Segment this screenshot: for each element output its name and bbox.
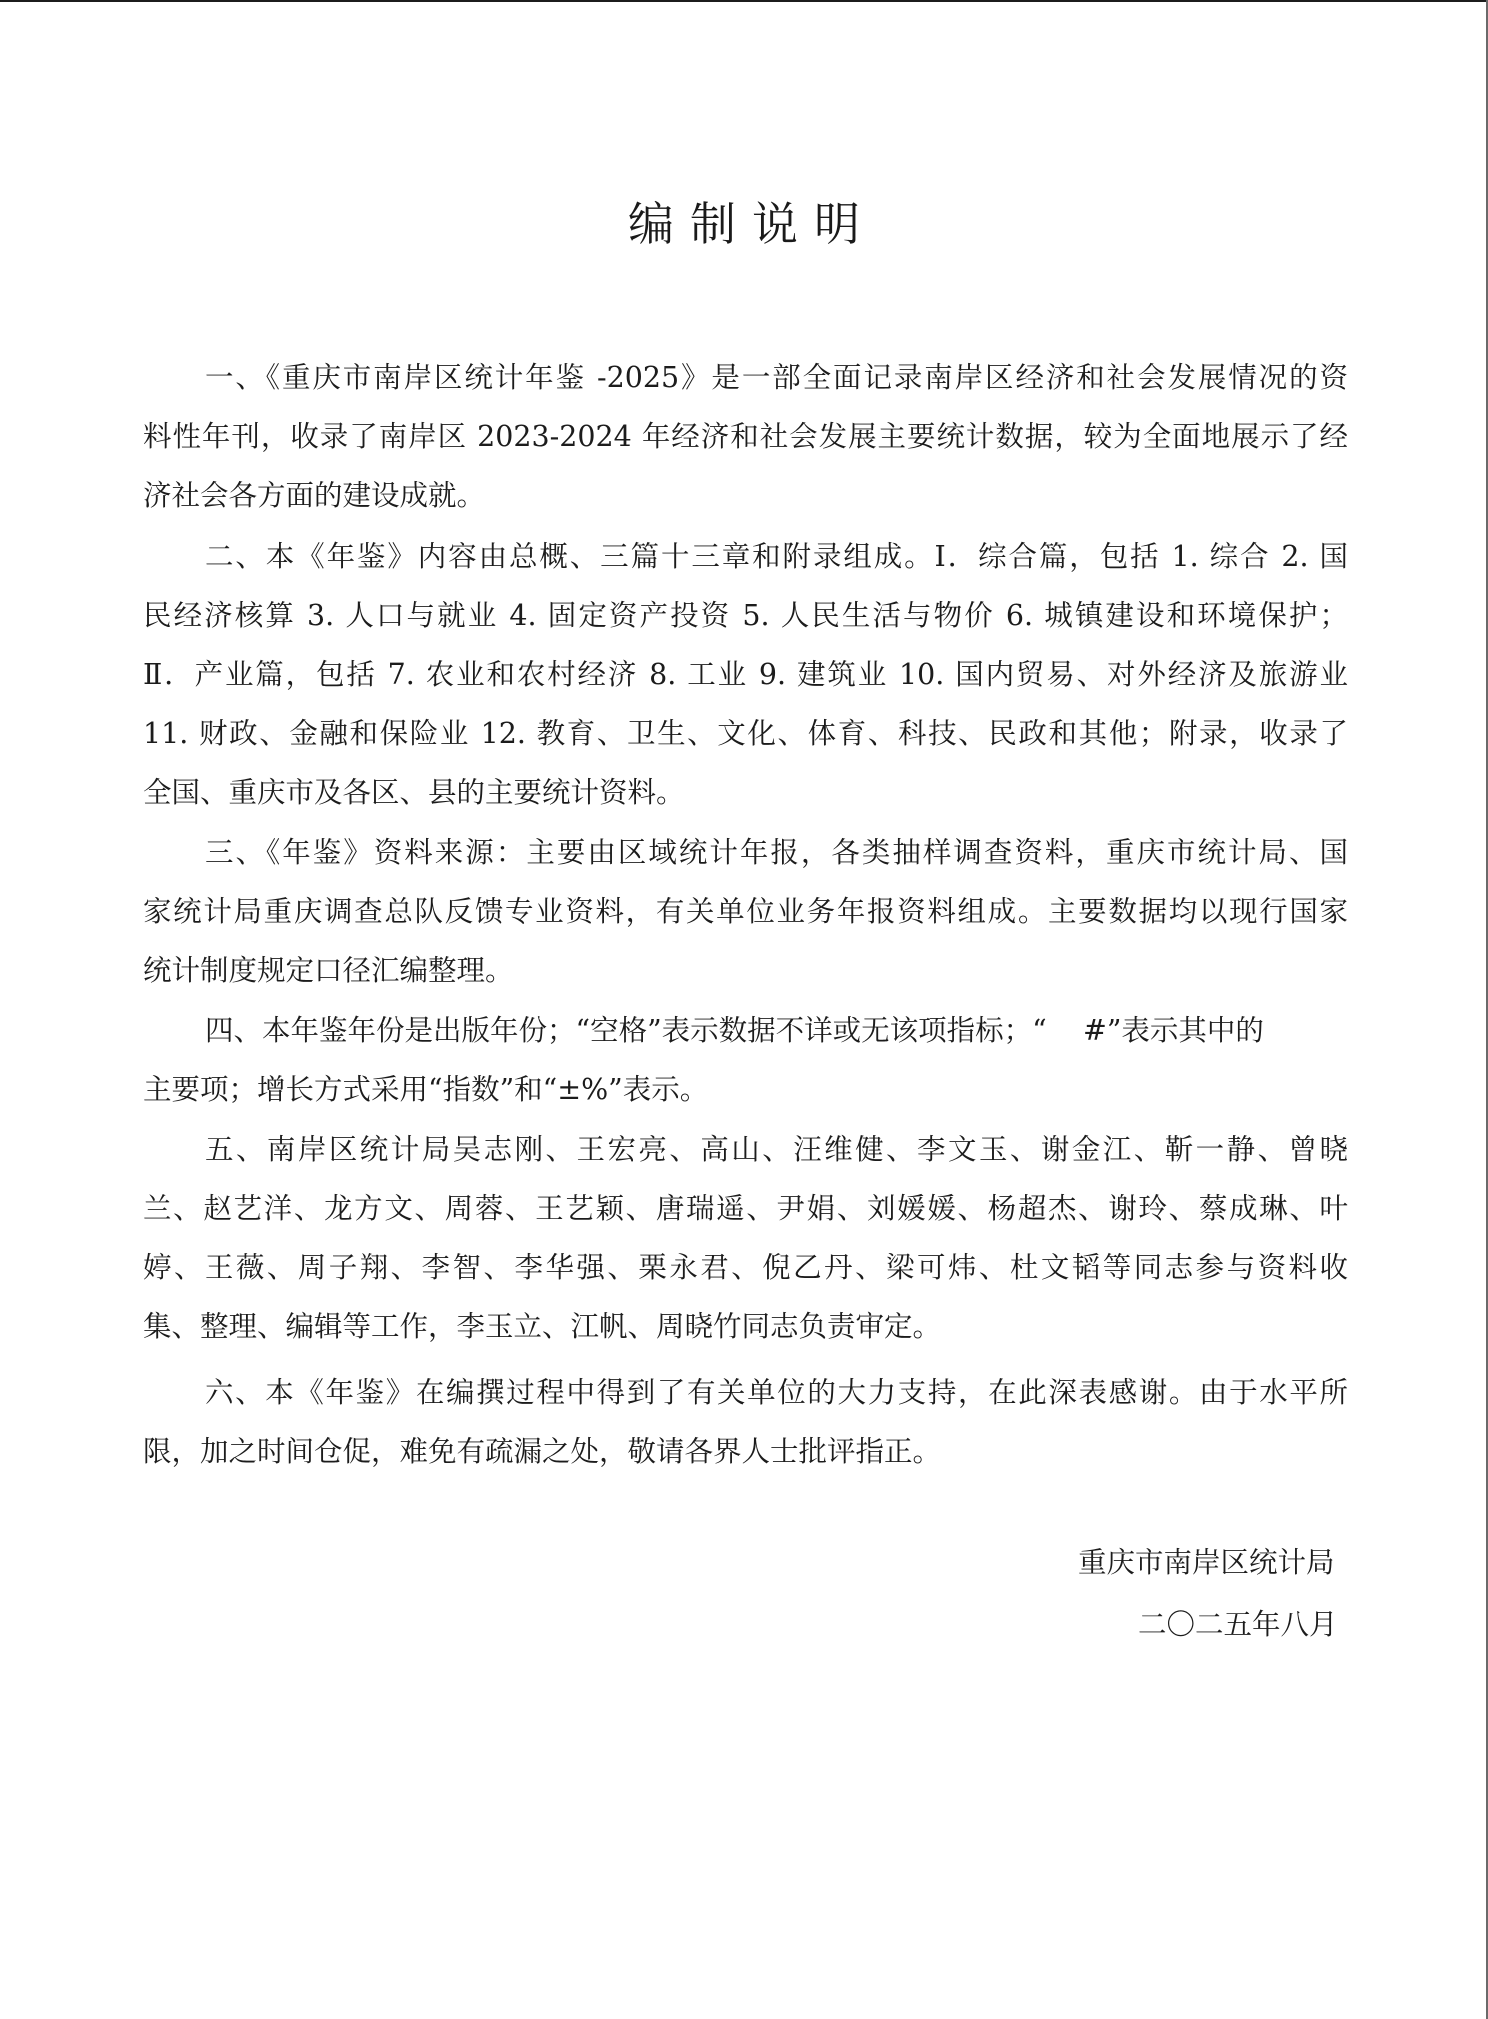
paragraph-line: 六、本《年鉴》在编撰过程中得到了有关单位的大力支持，在此深表感谢。由于水平所 [205, 1376, 1348, 1409]
signature-organization: 重庆市南岸区统计局 [1078, 1546, 1335, 1579]
paragraph-line: 三、《年鉴》资料来源：主要由区域统计年报，各类抽样调查资料，重庆市统计局、国 [205, 836, 1348, 869]
paragraph-line: 济社会各方面的建设成就。 [143, 479, 486, 512]
paragraph-line: 11. 财政、金融和保险业 12. 教育、卫生、文化、体育、科技、民政和其他；附录，收录了 [143, 717, 1348, 750]
paragraph-line: 统计制度规定口径汇编整理。 [143, 954, 514, 987]
paragraph-line: 集、整理、编辑等工作，李玉立、江帆、周晓竹同志负责审定。 [143, 1310, 942, 1343]
paragraph-line: 二、本《年鉴》内容由总概、三篇十三章和附录组成。Ⅰ．综合篇，包括 1. 综合 2. 国 [205, 540, 1348, 573]
paragraph-line: 四、本年鉴年份是出版年份；“空格”表示数据不详或无该项指标；“ #”表示其中的 [205, 1014, 1264, 1047]
paragraph-line: 家统计局重庆调查总队反馈专业资料，有关单位业务年报资料组成。主要数据均以现行国家 [143, 895, 1348, 928]
paragraph-line: 五、南岸区统计局吴志刚、王宏亮、高山、汪维健、李文玉、谢金江、靳一静、曾晓 [205, 1133, 1348, 1166]
signature-date: 二〇二五年八月 [1138, 1608, 1338, 1641]
paragraph-line: 婷、王薇、周子翔、李智、李华强、栗永君、倪乙丹、梁可炜、杜文韬等同志参与资料收 [143, 1251, 1348, 1284]
paragraph-line: Ⅱ．产业篇，包括 7. 农业和农村经济 8. 工业 9. 建筑业 10. 国内贸易、对外经济及旅游业 [143, 658, 1348, 691]
paragraph-line: 一、《重庆市南岸区统计年鉴 -2025》是一部全面记录南岸区经济和社会发展情况的资 [205, 361, 1348, 394]
paragraph-line: 限，加之时间仓促，难免有疏漏之处，敬请各界人士批评指正。 [143, 1435, 942, 1468]
page-title: 编制说明 [628, 197, 876, 251]
paragraph-line: 民经济核算 3. 人口与就业 4. 固定资产投资 5. 人民生活与物价 6. 城镇建设和环境保护； [143, 599, 1348, 632]
paragraph-line: 全国、重庆市及各区、县的主要统计资料。 [143, 776, 685, 809]
paragraph-line: 兰、赵艺洋、龙方文、周蓉、王艺颖、唐瑞遥、尹娟、刘媛媛、杨超杰、谢玲、蔡成琳、叶 [143, 1192, 1348, 1225]
paragraph-line: 料性年刊，收录了南岸区 2023-2024 年经济和社会发展主要统计数据，较为全面地展示了经 [143, 420, 1348, 453]
paragraph-line: 主要项；增长方式采用“指数”和“±%”表示。 [143, 1073, 709, 1106]
